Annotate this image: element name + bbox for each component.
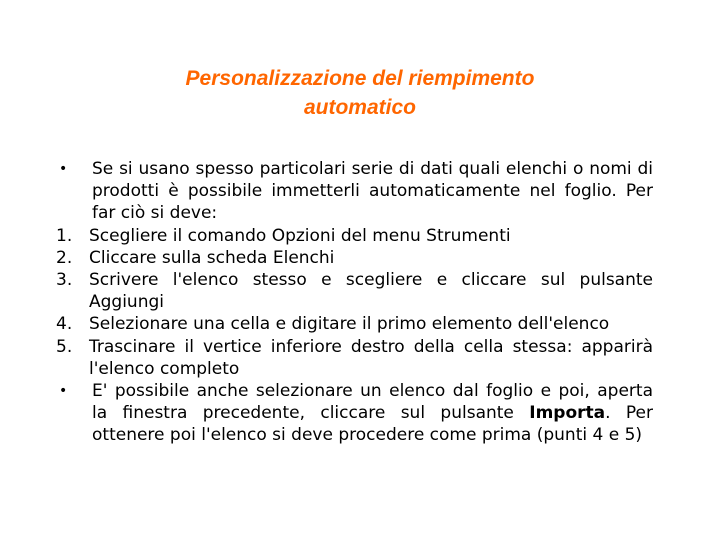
step-number: 1. — [56, 225, 73, 246]
final-text — [92, 380, 653, 447]
final-text-before: E' possibile anche selezionare un elenco dal foglio e poi, aperta la finestra precedente, cliccare sul pulsante — [92, 381, 653, 424]
bullet-icon: • — [59, 161, 68, 177]
step-text: Scegliere il comando Opzioni del menu Strumenti — [89, 225, 511, 246]
step-text: Scrivere l'elenco stesso e scegliere e cliccare sul pulsante Aggiungi — [89, 270, 653, 313]
slide-title — [60, 64, 660, 122]
title-line-1: Personalizzazione del riempimento — [185, 67, 535, 90]
slide-body — [56, 158, 653, 447]
step-text: Cliccare sulla scheda Elenchi — [89, 247, 335, 268]
step-number: 4. — [56, 314, 73, 335]
step-item-5 — [56, 336, 653, 380]
step-text: Trascinare il vertice inferiore destro della cella stessa: apparirà l'elenco completo — [89, 336, 653, 379]
step-number: 2. — [56, 247, 73, 268]
title-line-2: automatico — [303, 96, 416, 119]
step-item-4 — [56, 313, 653, 335]
step-item-1 — [56, 225, 653, 247]
step-item-2 — [56, 247, 653, 269]
bullet-icon: • — [59, 383, 68, 400]
importa-label: Importa — [529, 403, 606, 424]
bullet-item-intro — [56, 158, 653, 225]
step-item-3 — [56, 269, 653, 313]
final-text-after: . Per ottenere poi l'elenco si deve procedere come prima (punti 4 e 5) — [92, 403, 654, 446]
step-number: 5. — [56, 336, 73, 357]
step-text: Selezionare una cella e digitare il primo elemento dell'elenco — [89, 314, 610, 335]
step-number: 3. — [56, 270, 73, 291]
bullet-item-final — [56, 380, 653, 447]
intro-text: Se si usano spesso particolari serie di dati quali elenchi o nomi di prodotti è possibile immetterli automaticamente nel foglio. Per far ciò si deve: — [92, 159, 653, 224]
